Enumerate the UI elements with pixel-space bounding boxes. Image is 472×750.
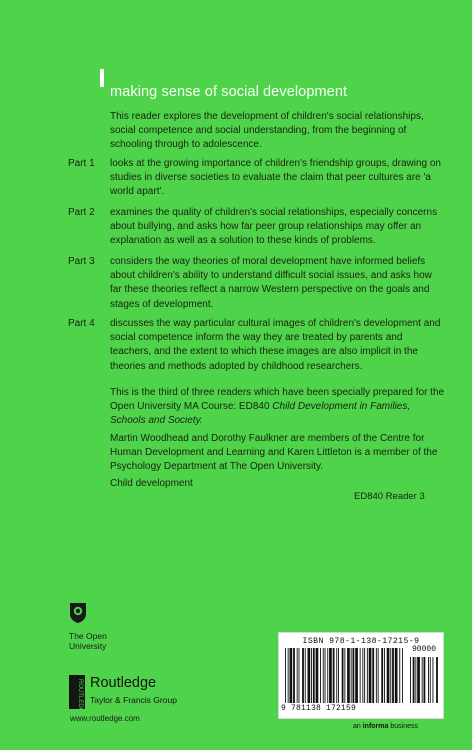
subject-category: Child development (110, 478, 193, 489)
barcode-digits: 9 781138 172159 (281, 704, 357, 713)
part-description: considers the way theories of moral development have informed beliefs about children's ability to understand difficult social issues, and asks how far these theories reflect a narrow Western perspective on the goals and stages of development. (110, 256, 432, 310)
barcode-bars (285, 648, 403, 703)
publisher-group: Taylor & Francis Group (90, 695, 177, 705)
publisher-name: Routledge (90, 675, 157, 691)
part-description: looks at the growing importance of children's friendship groups, drawing on studies in diverse societies to evaluate the claim that peer cultures are 'a world apart'. (110, 158, 441, 198)
course-title: Child Development in Families, Schools and Society. (110, 401, 411, 427)
part-label: Part 3 (68, 256, 95, 267)
authors-note: Martin Woodhead and Dorothy Faulkner are members of the Centre for Human Development and Learning and Karen Littleton is a member of the Psychology Department at The Open University. (110, 433, 438, 473)
part-label: Part 1 (68, 158, 95, 169)
barcode-addon-bars (410, 657, 438, 703)
course-note (110, 386, 446, 429)
publisher-url: www.routledge.com (70, 714, 140, 723)
part-label: Part 2 (68, 207, 95, 218)
course-note-text: This is the third of three readers which have been specially prepared for the Open University MA Course: ED840 (110, 387, 445, 413)
open-university-shield-icon (69, 602, 87, 624)
part-description: examines the quality of children's social relationships, especially concerns about bullying, and asks how far peer group relationships may offer an explanation as well as a solution to these kinds of problems. (110, 207, 438, 247)
cover-title: making sense of social development (110, 84, 348, 100)
isbn-text: ISBN 978-1-138-17215-9 (302, 637, 420, 646)
part-description: discusses the way particular cultural images of children's development and social competence inform the way they are treated by parents and teachers, and the extent to which these images are also implicit in the theories and methods adopted by childhood researchers. (110, 318, 441, 372)
barcode-addon-number: 90000 (411, 645, 436, 654)
intro-paragraph: This reader explores the development of children's social relationships, social competence and social understanding, from the beginning of schooling through to adolescence. (110, 111, 424, 151)
isbn-barcode (278, 632, 444, 719)
reader-code: ED840 Reader 3 (354, 491, 425, 502)
open-university-wordmark: The Open University (69, 631, 107, 651)
title-accent-bar (100, 69, 104, 87)
part-label: Part 4 (68, 318, 95, 329)
informa-tagline: an informa business (353, 723, 418, 730)
routledge-mark-icon: ROUTLEDGE (69, 675, 85, 709)
